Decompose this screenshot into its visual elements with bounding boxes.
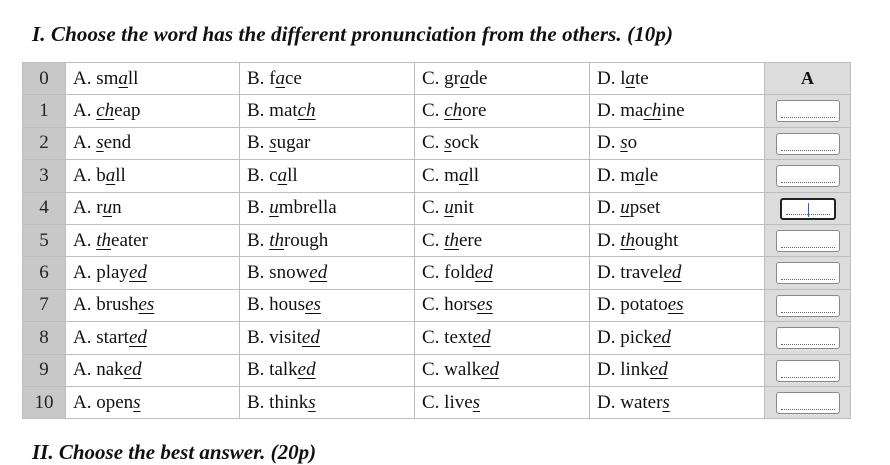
option-text: pset bbox=[629, 197, 661, 219]
answer-input-box[interactable] bbox=[780, 198, 836, 220]
underlined-sound: ch bbox=[643, 100, 662, 122]
answer-cell bbox=[765, 224, 851, 256]
option-text: D. potato bbox=[597, 294, 668, 316]
option-text: C. bbox=[422, 197, 445, 219]
underlined-sound: es bbox=[476, 294, 493, 316]
underlined-sound: ch bbox=[297, 100, 316, 122]
option-text: B. bbox=[247, 229, 270, 251]
option-text: n bbox=[112, 197, 122, 219]
exercise-heading: I. Choose the word has the different pronunciation from the others. (10p) bbox=[32, 22, 674, 46]
option-text: ore bbox=[462, 100, 487, 122]
underlined-sound: a bbox=[277, 164, 288, 186]
option-text: ll bbox=[468, 164, 480, 186]
option-text: A. b bbox=[73, 164, 106, 186]
underlined-sound: a bbox=[460, 67, 470, 89]
option-text: D. travel bbox=[597, 262, 664, 284]
option-text: B. hous bbox=[247, 294, 306, 316]
option-d bbox=[590, 63, 765, 95]
underlined-sound: ed bbox=[128, 326, 147, 348]
option-c bbox=[415, 192, 590, 224]
option-text: B. think bbox=[247, 391, 309, 413]
question-number: 3 bbox=[23, 160, 66, 192]
option-c bbox=[415, 224, 590, 256]
option-text: A. play bbox=[73, 262, 129, 284]
underlined-sound: ed bbox=[472, 326, 491, 348]
option-text: D. ma bbox=[597, 100, 644, 122]
underlined-sound: ed bbox=[652, 326, 671, 348]
pronunciation-table bbox=[22, 62, 851, 419]
option-text: B. c bbox=[247, 164, 278, 186]
option-d bbox=[590, 322, 765, 354]
option-d bbox=[590, 386, 765, 418]
option-c bbox=[415, 160, 590, 192]
option-b bbox=[240, 224, 415, 256]
option-d bbox=[590, 192, 765, 224]
option-text: eater bbox=[111, 229, 148, 251]
underlined-sound: a bbox=[635, 164, 645, 186]
underlined-sound: th bbox=[620, 229, 636, 251]
option-text: A. nak bbox=[73, 359, 124, 381]
underlined-sound: a bbox=[458, 164, 469, 186]
underlined-sound: a bbox=[105, 164, 116, 186]
option-text: A. start bbox=[73, 326, 129, 348]
underlined-sound: th bbox=[269, 229, 284, 251]
underlined-sound: ed bbox=[123, 359, 142, 381]
question-number: 1 bbox=[23, 95, 66, 127]
option-text: ll bbox=[115, 164, 126, 186]
question-number: 10 bbox=[23, 386, 66, 418]
answer-cell bbox=[765, 386, 851, 418]
option-a bbox=[66, 322, 240, 354]
option-b bbox=[240, 95, 415, 127]
option-d bbox=[590, 354, 765, 386]
underlined-sound: s bbox=[133, 391, 141, 413]
option-text: te bbox=[635, 67, 649, 89]
option-text: ere bbox=[458, 229, 483, 251]
option-d bbox=[590, 224, 765, 256]
option-b bbox=[240, 127, 415, 159]
option-d bbox=[590, 289, 765, 321]
option-text: end bbox=[103, 132, 132, 154]
question-number: 2 bbox=[23, 127, 66, 159]
question-number: 0 bbox=[23, 63, 66, 95]
underlined-sound: ed bbox=[128, 262, 147, 284]
option-text: C. gr bbox=[422, 67, 460, 89]
option-text: C. bbox=[422, 132, 445, 154]
answer-cell bbox=[765, 322, 851, 354]
option-c bbox=[415, 289, 590, 321]
option-text: D. bbox=[597, 197, 621, 219]
answer-input-box[interactable] bbox=[776, 392, 840, 414]
option-text: A. open bbox=[73, 391, 134, 413]
underlined-sound: s bbox=[620, 132, 628, 154]
question-row bbox=[23, 322, 851, 354]
underlined-sound: u bbox=[444, 197, 454, 219]
option-text: B. visit bbox=[247, 326, 302, 348]
underlined-sound: a bbox=[275, 67, 285, 89]
underlined-sound: s bbox=[662, 391, 670, 413]
cropped-title-fragment bbox=[330, 0, 480, 3]
option-text: C. text bbox=[422, 326, 473, 348]
underlined-sound: ed bbox=[474, 262, 493, 284]
option-a bbox=[66, 386, 240, 418]
answer-cell bbox=[765, 95, 851, 127]
option-a bbox=[66, 224, 240, 256]
underlined-sound: s bbox=[269, 132, 277, 154]
option-b bbox=[240, 386, 415, 418]
underlined-sound: ed bbox=[663, 262, 682, 284]
option-text: ock bbox=[451, 132, 480, 154]
underlined-sound: th bbox=[96, 229, 112, 251]
question-number: 6 bbox=[23, 257, 66, 289]
answer-column-header bbox=[765, 63, 851, 95]
question-row bbox=[23, 224, 851, 256]
option-text: C. live bbox=[422, 391, 473, 413]
underlined-sound: ch bbox=[96, 100, 115, 122]
question-row bbox=[23, 257, 851, 289]
underlined-sound: ed bbox=[649, 359, 668, 381]
question-number: 9 bbox=[23, 354, 66, 386]
option-text: o bbox=[627, 132, 638, 154]
option-c bbox=[415, 257, 590, 289]
option-text: A. r bbox=[73, 197, 103, 219]
option-text: A. bbox=[73, 229, 97, 251]
option-c bbox=[415, 322, 590, 354]
option-text: D. bbox=[597, 229, 621, 251]
option-text: eap bbox=[114, 100, 141, 122]
underlined-sound: s bbox=[444, 132, 452, 154]
underlined-sound: es bbox=[138, 294, 155, 316]
question-row bbox=[23, 63, 851, 95]
option-text: D. m bbox=[597, 164, 635, 186]
answer-cell bbox=[765, 160, 851, 192]
option-d bbox=[590, 95, 765, 127]
option-c bbox=[415, 354, 590, 386]
option-b bbox=[240, 63, 415, 95]
answer-cell bbox=[765, 257, 851, 289]
option-text: ugar bbox=[276, 132, 311, 154]
answer-input-box[interactable] bbox=[776, 262, 840, 284]
option-b bbox=[240, 160, 415, 192]
option-text: D. water bbox=[597, 391, 663, 413]
option-text: de bbox=[469, 67, 488, 89]
question-row bbox=[23, 127, 851, 159]
answer-input-box[interactable] bbox=[776, 165, 840, 187]
answer-input-box[interactable] bbox=[776, 360, 840, 382]
underlined-sound: u bbox=[269, 197, 279, 219]
question-row bbox=[23, 95, 851, 127]
option-text: mbrella bbox=[278, 197, 337, 219]
underlined-sound: ch bbox=[444, 100, 463, 122]
option-text: D. link bbox=[597, 359, 650, 381]
option-d bbox=[590, 160, 765, 192]
option-b bbox=[240, 289, 415, 321]
option-text: C. bbox=[422, 100, 445, 122]
option-text: B. bbox=[247, 132, 270, 154]
option-c bbox=[415, 127, 590, 159]
answer-input-box[interactable] bbox=[776, 295, 840, 317]
underlined-sound: s bbox=[96, 132, 104, 154]
option-text: D. bbox=[597, 132, 621, 154]
option-text: B. bbox=[247, 197, 270, 219]
option-text: A. sm bbox=[73, 67, 119, 89]
option-text: le bbox=[644, 164, 659, 186]
option-a bbox=[66, 160, 240, 192]
option-text: B. snow bbox=[247, 262, 310, 284]
option-text: nit bbox=[453, 197, 474, 219]
question-row bbox=[23, 289, 851, 321]
underlined-sound: es bbox=[305, 294, 321, 316]
underlined-sound: a bbox=[625, 67, 635, 89]
option-text: C. bbox=[422, 229, 445, 251]
option-a bbox=[66, 354, 240, 386]
option-b bbox=[240, 257, 415, 289]
option-text: C. m bbox=[422, 164, 459, 186]
question-row bbox=[23, 192, 851, 224]
question-number: 8 bbox=[23, 322, 66, 354]
answer-cell bbox=[765, 127, 851, 159]
underlined-sound: ed bbox=[309, 262, 328, 284]
option-text: B. talk bbox=[247, 359, 298, 381]
option-a bbox=[66, 63, 240, 95]
option-text: D. l bbox=[597, 67, 626, 89]
question-row bbox=[23, 354, 851, 386]
underlined-sound: ed bbox=[301, 326, 320, 348]
option-text: B. f bbox=[247, 67, 276, 89]
underlined-sound: es bbox=[667, 294, 684, 316]
option-a bbox=[66, 95, 240, 127]
answer-cell bbox=[765, 289, 851, 321]
answer-cell bbox=[765, 354, 851, 386]
next-section-heading: II. Choose the best answer. (20p) bbox=[32, 440, 317, 464]
answer-input-box[interactable] bbox=[776, 230, 840, 252]
option-text: B. mat bbox=[247, 100, 298, 122]
option-d bbox=[590, 257, 765, 289]
option-text: C. fold bbox=[422, 262, 475, 284]
option-c bbox=[415, 95, 590, 127]
option-text: A. brush bbox=[73, 294, 139, 316]
answer-header-label: A bbox=[801, 67, 814, 88]
question-number: 5 bbox=[23, 224, 66, 256]
option-text: D. pick bbox=[597, 326, 653, 348]
option-text: rough bbox=[283, 229, 329, 251]
question-number: 4 bbox=[23, 192, 66, 224]
question-row bbox=[23, 160, 851, 192]
option-a bbox=[66, 257, 240, 289]
answer-cell bbox=[765, 192, 851, 224]
underlined-sound: u bbox=[102, 197, 113, 219]
underlined-sound: a bbox=[118, 67, 128, 89]
option-text: ine bbox=[661, 100, 685, 122]
answer-input-box[interactable] bbox=[776, 327, 840, 349]
option-text: ll bbox=[287, 164, 298, 186]
underlined-sound: th bbox=[444, 229, 459, 251]
answer-input-box[interactable] bbox=[776, 100, 840, 122]
option-a bbox=[66, 127, 240, 159]
question-number: 7 bbox=[23, 289, 66, 321]
option-text: ought bbox=[635, 229, 679, 251]
option-b bbox=[240, 354, 415, 386]
option-text: ce bbox=[285, 67, 302, 89]
underlined-sound: ed bbox=[481, 359, 500, 381]
underlined-sound: s bbox=[472, 391, 481, 413]
underlined-sound: u bbox=[620, 197, 630, 219]
underlined-sound: ed bbox=[297, 359, 316, 381]
option-c bbox=[415, 63, 590, 95]
option-text: A. bbox=[73, 132, 97, 154]
option-d bbox=[590, 127, 765, 159]
option-c bbox=[415, 386, 590, 418]
option-a bbox=[66, 289, 240, 321]
option-text: C. walk bbox=[422, 359, 482, 381]
option-text: C. hors bbox=[422, 294, 477, 316]
question-row bbox=[23, 386, 851, 418]
option-b bbox=[240, 192, 415, 224]
option-text: A. bbox=[73, 100, 97, 122]
answer-input-box[interactable] bbox=[776, 133, 840, 155]
underlined-sound: s bbox=[308, 391, 316, 413]
option-text: ll bbox=[127, 67, 139, 89]
option-b bbox=[240, 322, 415, 354]
option-a bbox=[66, 192, 240, 224]
